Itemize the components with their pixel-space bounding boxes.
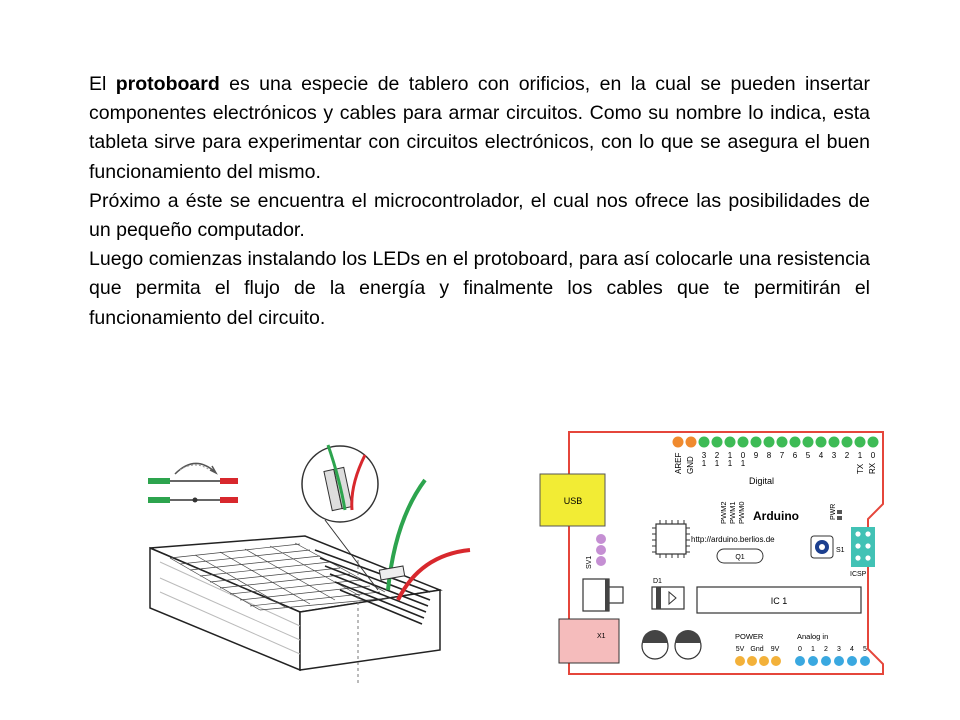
paragraph-1-start: El <box>89 73 116 95</box>
svg-text:5: 5 <box>805 451 811 460</box>
power-jack-x1 <box>559 619 619 663</box>
diode-d1 <box>652 587 684 609</box>
paragraph-microcontroller: Próximo a éste se encuentra el microcontrolador, el cual nos ofrece las posibilidades de un pequeño computador. <box>89 189 870 242</box>
usb-label: USB <box>563 496 583 506</box>
breadboard-illustration <box>140 440 485 690</box>
svg-text:5V: 5V <box>735 646 745 653</box>
svg-text:1: 1 <box>727 459 733 468</box>
rx-label: RX <box>868 462 877 474</box>
svg-text:9: 9 <box>753 451 759 460</box>
svg-text:2: 2 <box>824 646 828 653</box>
q1-label: Q1 <box>735 554 745 561</box>
svg-text:5: 5 <box>863 646 867 653</box>
pwm0-label: PWM0 <box>737 501 746 524</box>
s1-label: S1 <box>836 547 845 554</box>
gnd-label: GND <box>686 456 695 474</box>
d1-label: D1 <box>653 578 662 585</box>
paragraph-protoboard <box>89 70 870 187</box>
svg-text:8: 8 <box>766 451 772 460</box>
svg-text:2: 2 <box>714 451 720 460</box>
icsp-header <box>851 527 875 567</box>
svg-text:0: 0 <box>870 451 876 460</box>
svg-text:6: 6 <box>792 451 798 460</box>
pwm2-label: PWM2 <box>719 501 728 524</box>
svg-text:3: 3 <box>701 451 707 460</box>
svg-text:1: 1 <box>811 646 815 653</box>
svg-text:2: 2 <box>844 451 850 460</box>
svg-text:1: 1 <box>857 451 863 460</box>
svg-text:0: 0 <box>798 646 802 653</box>
arduino-board-diagram <box>535 424 890 680</box>
resistor-swap-icon <box>148 463 238 503</box>
analog-label: Analog in <box>797 632 829 641</box>
paragraph-leds: Luego comienzas instalando los LEDs en el protoboard, para así colocarle una resistencia que permita el flujo de la energía y finalmente los cables que te permitirán el funcionamiento del circuito. <box>89 248 870 329</box>
svg-text:Gnd: Gnd <box>750 646 764 653</box>
pwm1-label: PWM1 <box>728 501 737 524</box>
svg-text:1: 1 <box>714 459 720 468</box>
svg-text:7: 7 <box>779 451 785 460</box>
aref-label: AREF <box>674 452 683 474</box>
microcontroller-chip <box>652 520 690 558</box>
icsp-label: ICSP <box>850 571 867 578</box>
x1-label: X1 <box>597 633 606 640</box>
brand-label: Arduino <box>753 509 799 523</box>
pwr-label: PWR <box>830 503 837 520</box>
power-label: POWER <box>735 632 764 641</box>
digital-label: Digital <box>749 476 775 486</box>
url-label: http://arduino.berlios.de <box>691 535 775 544</box>
svg-text:4: 4 <box>850 646 854 653</box>
svg-text:9V: 9V <box>770 646 780 653</box>
power-pin-labels <box>736 646 780 653</box>
svg-text:3: 3 <box>837 646 841 653</box>
svg-text:1: 1 <box>740 459 746 468</box>
breadboard <box>150 536 440 685</box>
svg-text:3: 3 <box>831 451 837 460</box>
sv1-label: SV1 <box>586 555 593 569</box>
svg-text:1: 1 <box>727 451 733 460</box>
paragraph-1-rest: es una especie de tablero con orificios, en la cual se pueden insertar componentes electrónicos y cables para armar circuitos. Como su nombre lo indica, esta tableta sirve para experimentar con circuitos electrónicos, con lo que se asegura el buen funcionamiento del mismo. <box>89 73 870 183</box>
term-protoboard: protoboard <box>115 73 220 95</box>
tx-label: TX <box>856 463 865 474</box>
svg-text:4: 4 <box>818 451 824 460</box>
sv1-header <box>596 534 606 566</box>
text-block <box>89 70 870 333</box>
ic1-label: IC 1 <box>770 596 788 606</box>
svg-text:1: 1 <box>701 459 707 468</box>
svg-text:0: 0 <box>740 451 746 460</box>
